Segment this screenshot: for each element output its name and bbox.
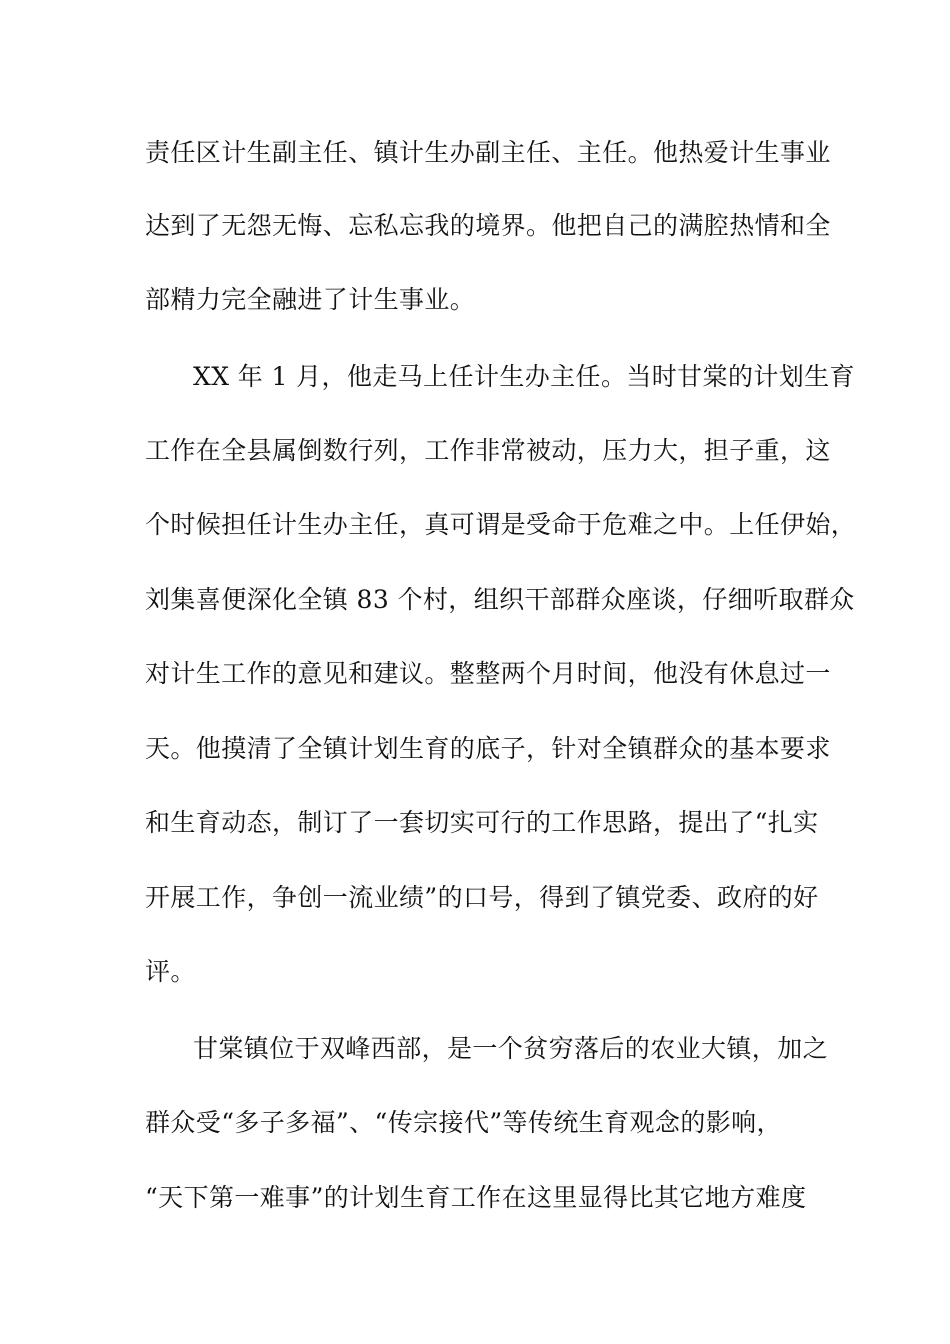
text-line: XX 年 1 月，他走马上任计生办主任。当时甘棠的计划生育	[193, 362, 855, 391]
text-line: 部精力完全融进了计生事业。	[145, 285, 476, 314]
text-line: 甘棠镇位于双峰西部，是一个贫穷落后的农业大镇，加之	[193, 1034, 829, 1063]
text-line: “天下第一难事”的计划生育工作在这里显得比其它地方难度	[145, 1183, 807, 1212]
text-line: 责任区计生副主任、镇计生办副主任、主任。他热爱计生事业	[145, 138, 831, 167]
text-line: 群众受“多子多福”、“传宗接代”等传统生育观念的影响，	[145, 1108, 782, 1137]
text-line: 个时候担任计生办主任，真可谓是受命于危难之中。上任伊始，	[145, 510, 857, 539]
text-line: 刘集喜便深化全镇 83 个村，组织干部群众座谈，仔细听取群众	[145, 585, 855, 614]
text-line: 对计生工作的意见和建议。整整两个月时间，他没有休息过一	[145, 659, 831, 688]
text-line: 评。	[145, 957, 196, 986]
text-line: 达到了无怨无悔、忘私忘我的境界。他把自己的满腔热情和全	[145, 211, 831, 240]
text-line: 和生育动态，制订了一套切实可行的工作思路，提出了“扎实	[145, 808, 819, 837]
text-line: 天。他摸清了全镇计划生育的底子，针对全镇群众的基本要求	[145, 734, 831, 763]
text-line: 工作在全县属倒数行列，工作非常被动，压力大，担子重，这	[145, 436, 831, 465]
text-line: 开展工作，争创一流业绩”的口号，得到了镇党委、政府的好	[145, 883, 819, 912]
